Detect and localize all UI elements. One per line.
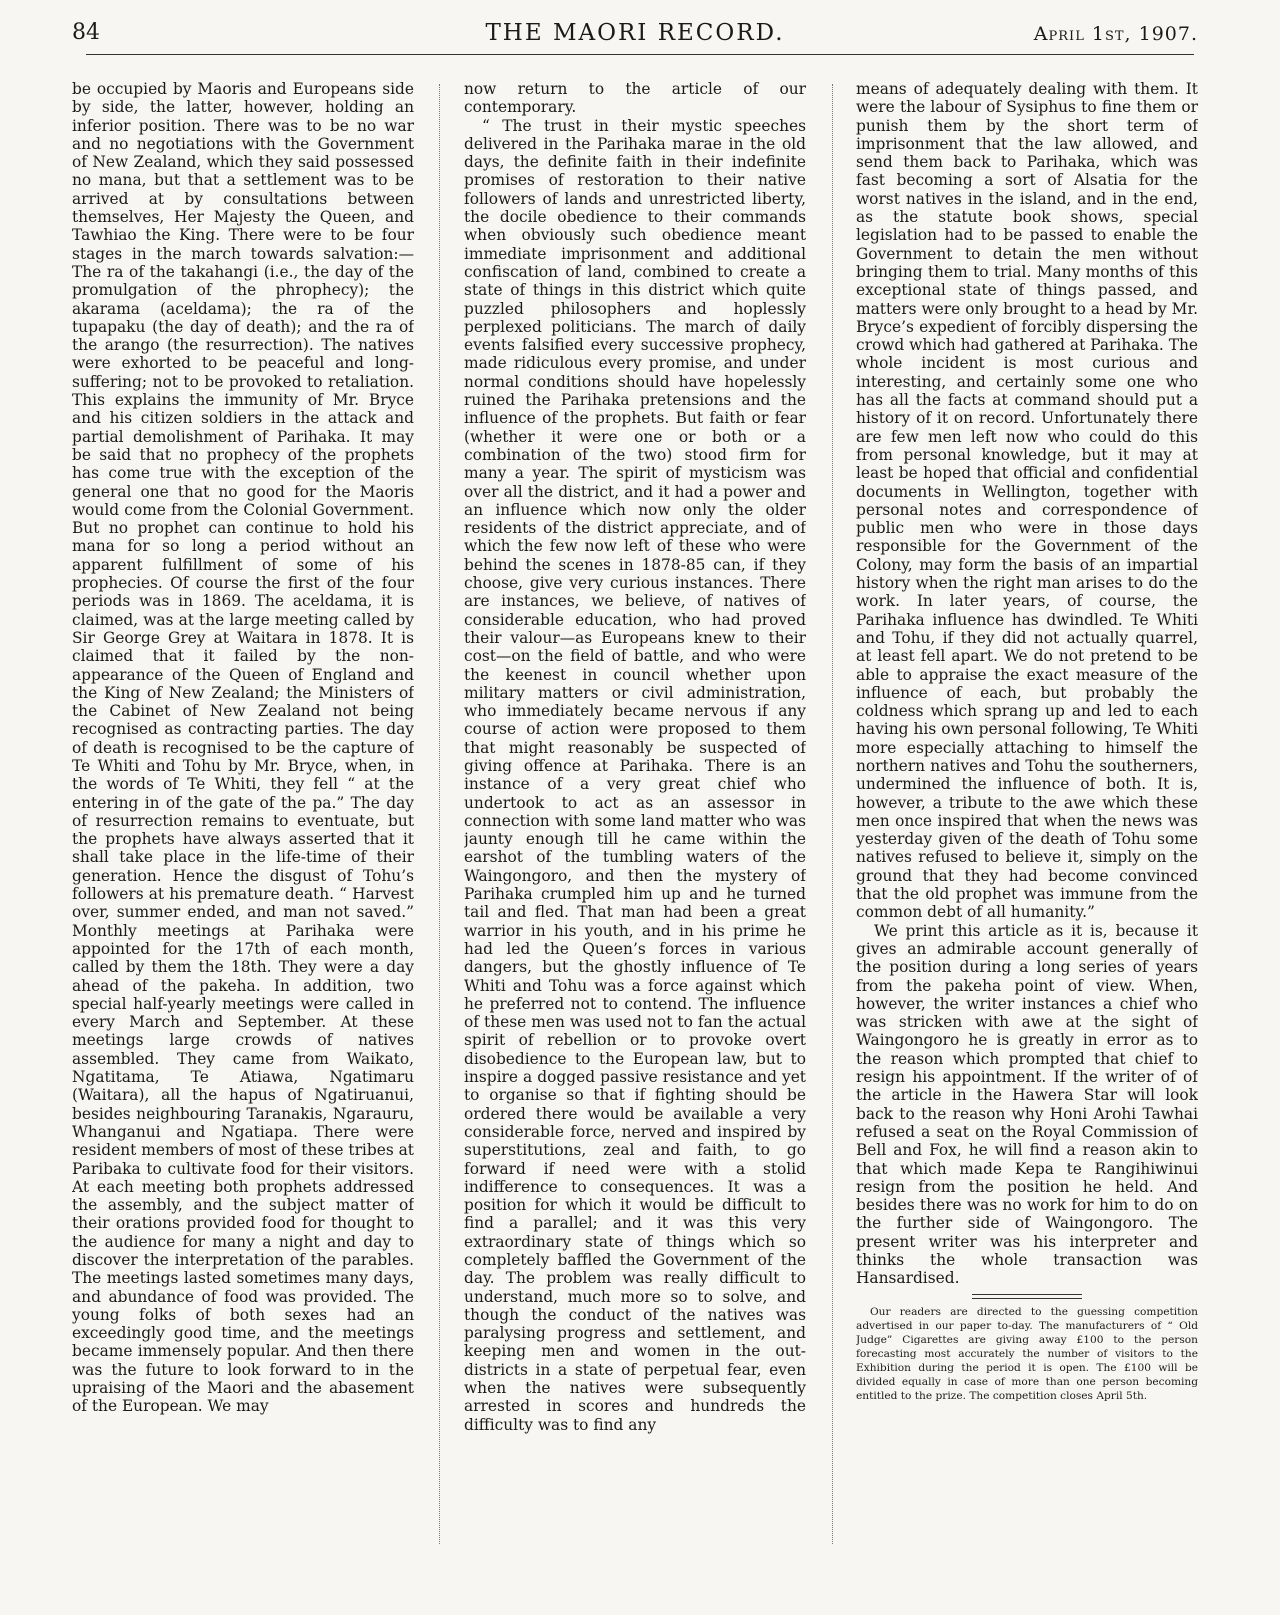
column-3-paragraph-1: means of adequately dealing with them. It were the labour of Sysiphus to fine them or punish them by the short term of imprisonment that the law allowed, and send them back to Parihaka, which was fast becoming a sort of Alsatia for the worst natives in the island, and in the end, as the statute book shows, special legislation had to be passed to enable the Government to detain the men without bringing them to trial. Many months of this exceptional state of things passed, and matters were only brought to a head by Mr. Bryce’s expedient of forcibly dispersing the crowd which had gathered at Parihaka. The whole incident is most curious and interesting, and certainly some one who has all the facts at command should put a history of it on record. Unfortunately there are few men left now who could do this from personal knowledge, but it may at least be hoped that official and confidential documents in Wellington, together with personal notes and correspondence of public men who were in those days responsible for the Government of the Colony, may form the basis of an impartial history when the right man arises to do the work. In later years, of course, the Parihaka influence has dwindled. Te Whiti and Tohu, if they did not actually quarrel, at least fell apart. We do not pretend to be able to appraise the exact measure of the influence of each, but probably the coldness which sprang up and led to each having his own personal following, Te Whiti more especially attaching to himself the northern natives and Tohu the southerners, undermined the influence of both. It is, however, a tribute to the awe which these men once inspired that when the news was yesterday given of the death of Tohu some natives refused to believe it, simply on the ground that they had become convinced that the old prophet was immune from the common debt of all humanity.” [856,80,1198,922]
page-number: 84 [72,20,100,45]
column-divider [832,84,833,1544]
header-rule [86,54,1194,55]
column-2-paragraph-2: “ The trust in their mystic speeches delivered in the Parihaka marae in the old days, the definite faith in their indefinite promises of restoration to their native followers of lands and unrestricted liberty, the docile obedience to their commands when obviously such obedience meant immediate imprisonment and additional confiscation of land, combined to create a state of things in this district which quite puzzled philosophers and hoplessly perplexed politicians. The march of daily events falsified every successive prophecy, made ridiculous every promise, and under normal conditions should have hopelessly ruined the Parihaka pretensions and the influence of the prophets. But faith or fear (whether it were one or both or a combination of the two) stood firm for many a year. The spirit of mysticism was over all the district, and it had a power and an influence which now only the older residents of the district appreciate, and of which the few now left of these who were behind the scenes in 1878-85 can, if they choose, give very curious instances. There are instances, we believe, of natives of considerable education, who had proved their valour—as Europeans knew to their cost—on the field of battle, and who were the keenest in council whether upon military matters or civil administration, who immediately became nervous if any course of action were proposed to them that might reasonably be suspected of giving offence at Parihaka. There is an instance of a very great chief who undertook to act as an assessor in connection with some land matter who was jaunty enough till he came within the earshot of the tumbling waters of the Waingongoro, and then the mystery of Parihaka crumpled him up and he turned tail and fled. That man had been a great warrior in his youth, and in his prime he had led the Queen’s forces in various dangers, but the ghostly influence of Te Whiti and Tohu was a force against which he preferred not to contend. The influence of these men was used not to fan the actual spirit of rebellion or to provoke overt disobedience to the European law, but to inspire a dogged passive resistance and yet to organise so that if fighting should be ordered there would be available a very considerable force, nerved and inspired by superstitutions, zeal and faith, to go forward if need were with a stolid indifference to consequences. It was a position for which it would be difficult to find a parallel; and it was this very extraordinary state of things which so completely baffled the Government of the day. The problem was really difficult to understand, much more so to solve, and though the conduct of the natives was paralysing progress and settlement, and keeping men and women in the out-districts in a state of perpetual fear, even when the natives were subsequently arrested in scores and hundreds the difficulty was to find any [464,116,806,1434]
masthead-title: THE MAORI RECORD. [485,20,785,46]
article-columns [72,80,1202,1560]
issue-date: April 1st, 1907. [1033,23,1198,45]
column-3 [856,80,1198,1560]
notice-text: Our readers are directed to the guessing competition advertised in our paper to-day. The manufacturers of “ Old Judge” Cigarettes are giving away £100 to the person forecasting most accurately the number of visitors to the Exhibition during the period it is open. The £100 will be divided equally in case of more than one person becoming entitled to the prize. The competition closes April 5th. [856,1305,1198,1402]
column-1-paragraph: be occupied by Maoris and Europeans side by side, the latter, however, holding an inferior position. There was to be no war and no negotiations with the Government of New Zealand, which they said possessed no mana, but that a settlement was to be arrived at by consultations between themselves, Her Majesty the Queen, and Tawhiao the King. There were to be four stages in the march towards salvation:—The ra of the takahangi (i.e., the day of the promulgation of the phrophecy); the akarama (aceldama); the ra of the tupapaku (the day of death); and the ra of the arango (the resurrection). The natives were exhorted to be peaceful and long-suffering; not to be provoked to retaliation. This explains the immunity of Mr. Bryce and his citizen soldiers in the attack and partial demolishment of Parihaka. It may be said that no prophecy of the prophets has come true with the exception of the general one that no good for the Maoris would come from the Colonial Government. But no prophet can continue to hold his mana for so long a period without an apparent fulfillment of some of his prophecies. Of course the first of the four periods was in 1869. The aceldama, it is claimed, was at the large meeting called by Sir George Grey at Waitara in 1878. It is claimed that it failed by the non-appearance of the Queen of England and the King of New Zealand; the Ministers of the Cabinet of New Zealand not being recognised as contracting parties. The day of death is recognised to be the capture of Te Whiti and Tohu by Mr. Bryce, when, in the words of Te Whiti, they fell “ at the entering in of the gate of the pa.” The day of resurrection remains to eventuate, but the prophets have always asserted that it shall take place in the life-time of their generation. Hence the disgust of Tohu’s followers at his premature death. “ Harvest over, summer ended, and man not saved.” Monthly meetings at Parihaka were appointed for the 17th of each month, called by them the 18th. They were a day ahead of the pakeha. In addition, two special half-yearly meetings were called in every March and September. At these meetings large crowds of natives assembled. They came from Waikato, Ngatitama, Te Atiawa, Ngatimaru (Waitara), all the hapus of Ngatiruanui, besides neighbouring Taranakis, Ngarauru, Whanganui and Ngatiapa. There were resident members of most of these tribes at Paribaka to cultivate food for their visitors. At each meeting both prophets addressed the assembly, and the subject matter of their orations provided food for thought to the audience for many a night and day to discover the interpretation of the parables. The meetings lasted sometimes many days, and abundance of food was provided. The young folks of both sexes had an exceedingly good time, and the meetings became immensely popular. And then there was the future to look forward to in the upraising of the Maori and the abasement of the European. We may [72,80,414,1416]
column-divider [439,84,440,1544]
column-2 [464,80,806,1560]
page-header [72,16,1198,50]
notice-separator-rule [972,1294,1082,1299]
column-2-paragraph-1: now return to the article of our contemporary. [464,80,806,117]
column-1 [72,80,414,1560]
competition-notice [856,1305,1198,1403]
column-3-paragraph-2: We print this article as it is, because it gives an admirable account generally of the position during a long series of years from the pakeha point of view. When, however, the writer instances a chief who was stricken with awe at the sight of Waingongoro he is greatly in error as to the reason which prompted that chief to resign his appointment. If the writer of of the article in the Hawera Star will look back to the reason why Honi Arohi Tawhai refused a seat on the Royal Commission of Bell and Fox, he will find a reason akin to that which made Kepa te Rangihiwinui resign from the position he held. And besides there was no work for him to do on the further side of Waingongoro. The present writer was his interpreter and thinks the whole transaction was Hansardised. [856,921,1198,1288]
